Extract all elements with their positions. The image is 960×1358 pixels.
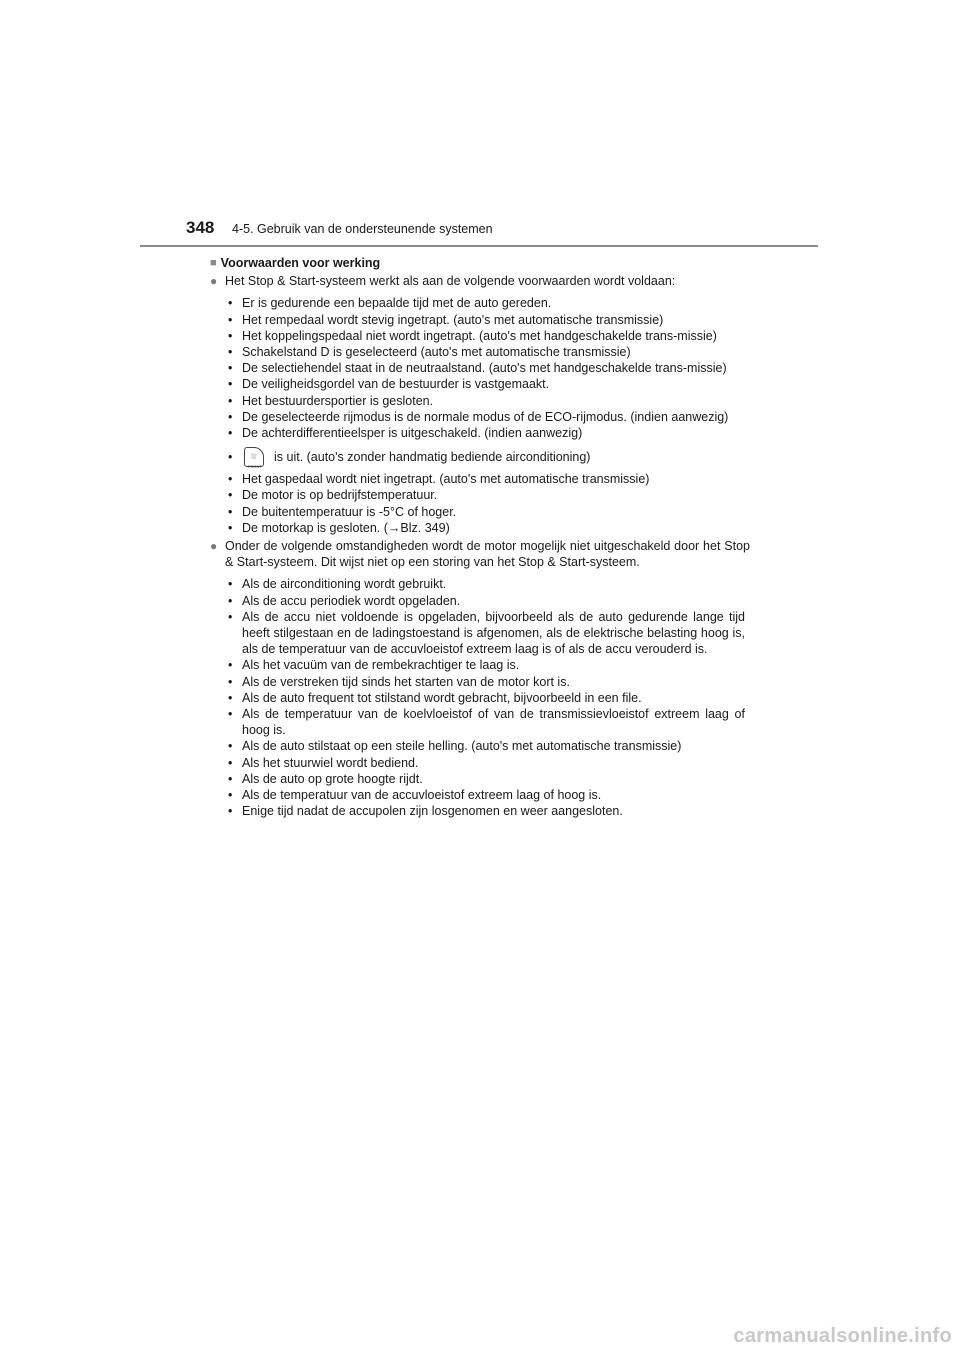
square-bullet-icon: ■	[210, 257, 217, 269]
bullet-icon: •	[228, 520, 233, 535]
list-item	[228, 393, 745, 409]
bullet-icon: •	[228, 804, 233, 819]
section-heading	[210, 255, 750, 271]
defroster-glyph-icon: ⛆	[251, 454, 257, 462]
list-item-text: Het bestuurdersportier is gesloten.	[242, 393, 434, 408]
list-item-text: De selectiehendel staat in de neutraalstand. (auto's met handgeschakelde trans-missie)	[242, 361, 727, 376]
list-item	[228, 706, 745, 738]
bullet-list	[228, 295, 745, 536]
list-item-text: Als de accu niet voldoende is opgeladen, bijvoorbeeld als de auto gedurende lange tijd heeft stilgestaan en de ladingstoestand is afgenomen, als de elektrische belasting hoog is, als de temperatuur van de accuvloeistof extreem laag is of als de accu verouderd is.	[242, 609, 745, 657]
list-item-text: De buitentemperatuur is -5°C of hoger.	[242, 504, 457, 519]
bullet-icon: •	[228, 593, 233, 608]
bullet-icon: •	[228, 658, 233, 673]
list-item	[228, 657, 745, 673]
list-item-text: Als de auto frequent tot stilstand wordt gebracht, bijvoorbeeld in een file.	[242, 690, 642, 705]
list-item-text: Het gaspedaal wordt niet ingetrapt. (auto's met automatische transmissie)	[242, 472, 650, 487]
list-item	[228, 344, 745, 360]
list-item	[228, 771, 745, 787]
front-defroster-icon	[244, 447, 264, 470]
list-item	[228, 593, 745, 609]
bullet-icon: •	[228, 609, 233, 624]
list-item	[228, 803, 745, 819]
page-number: 348	[186, 218, 215, 237]
list-item-text: Als de auto op grote hoogte rijdt.	[242, 771, 423, 786]
list-item-text: Als de temperatuur van de accuvloeistof extreem laag of hoog is.	[242, 788, 602, 803]
list-item-text: De achterdifferentieelsper is uitgeschakeld. (indien aanwezig)	[242, 426, 583, 441]
condition-block	[210, 538, 750, 570]
bullet-icon: •	[228, 488, 233, 503]
bullet-icon: •	[228, 707, 233, 722]
circle-bullet-icon: ●	[210, 539, 218, 554]
chapter-title: 4-5. Gebruik van de ondersteunende systemen	[232, 222, 493, 236]
bullet-icon: •	[228, 690, 233, 705]
list-item	[228, 409, 745, 425]
bullet-icon: •	[228, 577, 233, 592]
list-item-text: Als de verstreken tijd sinds het starten van de motor kort is.	[242, 674, 570, 689]
bullet-icon: •	[228, 361, 233, 376]
circle-bullet-icon: ●	[210, 274, 218, 289]
list-item-text: Als het vacuüm van de rembekrachtiger te laag is.	[242, 658, 520, 673]
list-item-text: Als de accu periodiek wordt opgeladen.	[242, 593, 461, 608]
condition-block	[210, 273, 750, 289]
list-item	[228, 504, 745, 520]
list-item	[228, 312, 745, 328]
list-item	[228, 471, 745, 487]
bullet-icon: •	[228, 755, 233, 770]
list-item	[228, 520, 745, 536]
list-item	[228, 295, 745, 311]
bullet-icon: •	[228, 450, 233, 465]
bullet-icon: •	[228, 504, 233, 519]
list-item-text: De geselecteerde rijmodus is de normale modus of de ECO-rijmodus. (indien aanwezig)	[242, 409, 729, 424]
list-item-text: is uit. (auto's zonder handmatig bediende airconditioning)	[274, 450, 591, 465]
list-item-text: Schakelstand D is geselecteerd (auto's met automatische transmissie)	[242, 345, 631, 360]
watermark: carmanualsonline.info	[733, 1325, 952, 1347]
bullet-icon: •	[228, 409, 233, 424]
bullet-icon: •	[228, 312, 233, 327]
list-item-text: Als het stuurwiel wordt bediend.	[242, 755, 419, 770]
conditions-list	[210, 273, 750, 819]
list-item	[228, 376, 745, 392]
list-item	[228, 328, 745, 344]
list-item	[228, 487, 745, 503]
list-item	[228, 755, 745, 771]
condition-text: Onder de volgende omstandigheden wordt de motor mogelijk niet uitgeschakeld door het Stop & Start-systeem. Dit wijst niet op een storing van het Stop & Start-systeem.	[225, 539, 750, 570]
list-item-text: Enige tijd nadat de accupolen zijn losgenomen en weer aangesloten.	[242, 804, 623, 819]
bullet-icon: •	[228, 328, 233, 343]
list-item	[228, 674, 745, 690]
list-item	[228, 425, 745, 441]
list-item	[228, 609, 745, 658]
section-heading-text: Voorwaarden voor werking	[220, 256, 381, 270]
list-item	[228, 447, 745, 470]
bullet-icon: •	[228, 345, 233, 360]
bullet-icon: •	[228, 674, 233, 689]
list-item	[228, 576, 745, 592]
bullet-icon: •	[228, 296, 233, 311]
bullet-icon: •	[228, 788, 233, 803]
condition-text: Het Stop & Start-systeem werkt als aan de volgende voorwaarden wordt voldaan:	[225, 274, 676, 289]
list-item-text: Het rempedaal wordt stevig ingetrapt. (auto's met automatische transmissie)	[242, 312, 664, 327]
header-rule	[140, 245, 818, 247]
list-item-text: Er is gedurende een bepaalde tijd met de auto gereden.	[242, 296, 552, 311]
bullet-icon: •	[228, 771, 233, 786]
list-item	[228, 738, 745, 754]
list-item-text: De motorkap is gesloten. (→Blz. 349)	[242, 520, 450, 535]
bullet-list	[228, 576, 745, 819]
list-item-text: Als de auto stilstaat op een steile helling. (auto's met automatische transmissie)	[242, 739, 682, 754]
bullet-icon: •	[228, 393, 233, 408]
list-item-text: De motor is op bedrijfstemperatuur.	[242, 488, 438, 503]
list-item-text: Als de airconditioning wordt gebruikt.	[242, 577, 447, 592]
list-item	[228, 787, 745, 803]
list-item-text: Als de temperatuur van de koelvloeistof of van de transmissievloeistof extreem laag of hoog is.	[242, 707, 745, 738]
list-item	[228, 690, 745, 706]
bullet-icon: •	[228, 426, 233, 441]
list-item	[228, 360, 745, 376]
page-content	[210, 255, 750, 820]
front-icon-label: FRONT	[248, 464, 262, 470]
list-item-text: De veiligheidsgordel van de bestuurder is vastgemaakt.	[242, 377, 550, 392]
bullet-icon: •	[228, 377, 233, 392]
bullet-icon: •	[228, 472, 233, 487]
list-item-text: Het koppelingspedaal niet wordt ingetrapt. (auto's met handgeschakelde trans-missie)	[242, 328, 717, 343]
bullet-icon: •	[228, 739, 233, 754]
